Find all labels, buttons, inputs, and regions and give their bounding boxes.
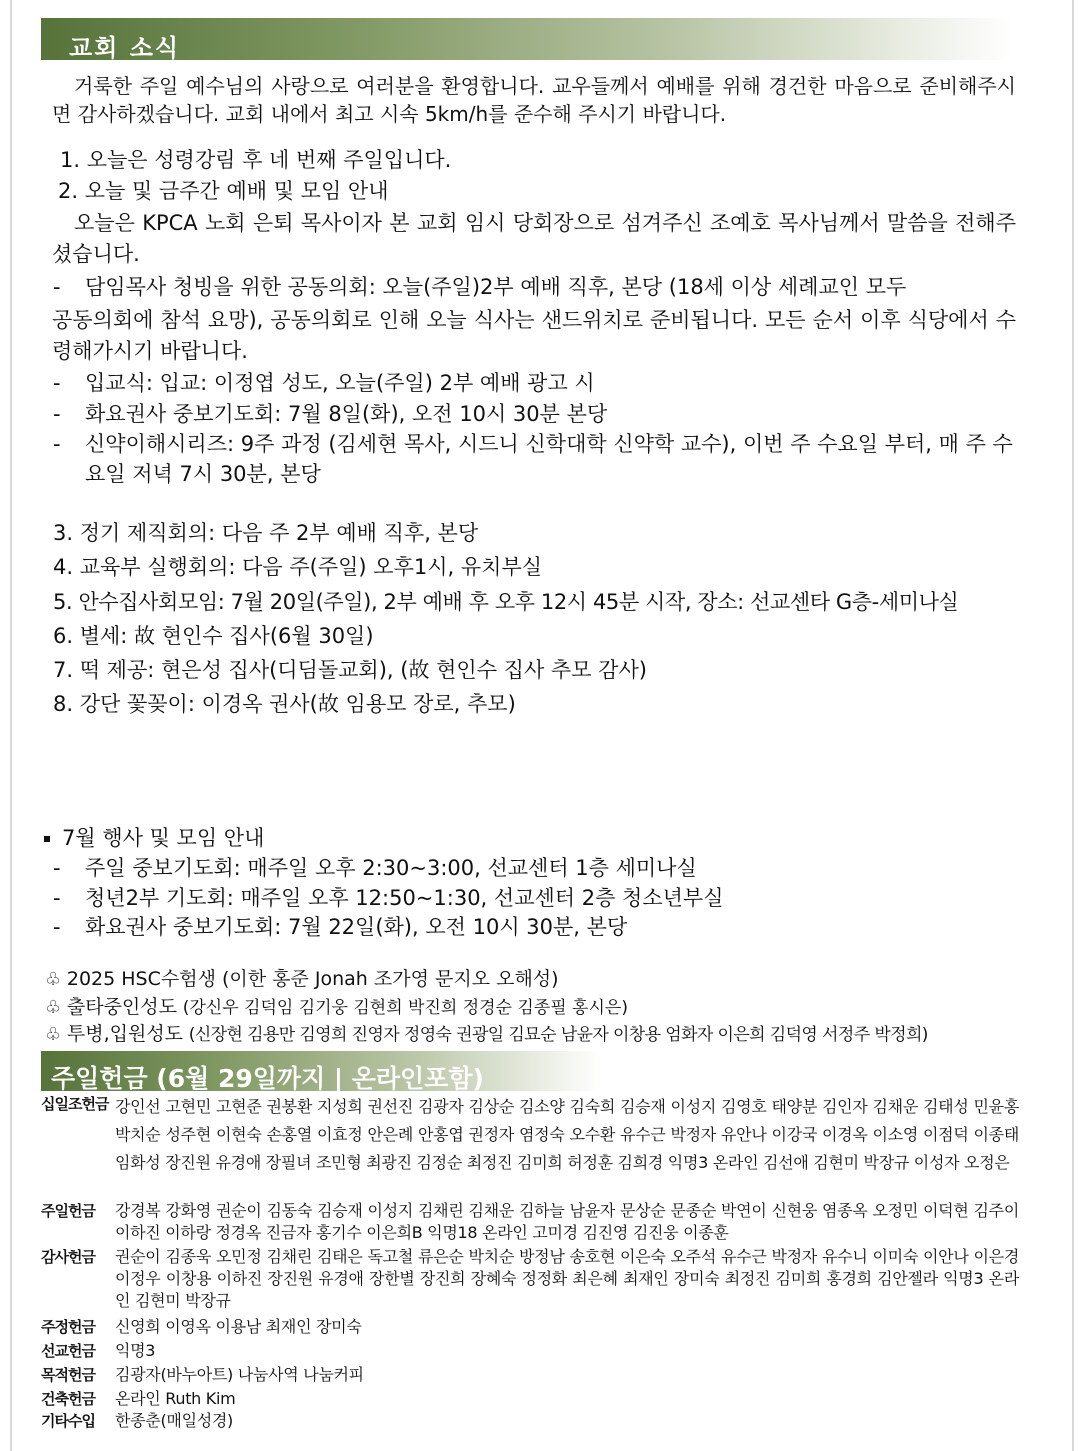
offering-label: 감사헌금 bbox=[41, 1248, 95, 1266]
news-item-2: 2. 오늘 및 금주간 예배 및 모임 안내 bbox=[58, 179, 389, 203]
sub-item-text: 신약이해시리즈: 9주 과정 (김세현 목사, 시드니 신학대학 신약학 교수), 이번 주 수요일 부터, 매 주 수요일 저녁 7시 30분, 본당 bbox=[85, 432, 1013, 486]
offering-names: 강인선 고현민 고현준 권봉환 지성희 권선진 김광자 김상순 김소양 김숙희 김승재 이성지 김영호 태양분 김인자 김채운 김태성 민윤홍 박치순 성주현 이현숙 손홍열 이효정 안은례 안홍엽 권정자 염정숙 오수환 유수근 박정자 유안나 이강국 이경옥 이소영 이점덕 이종태 임화성 장진원 유경애 장필녀 조민형 최광진 김정순 최정진 김미희 허정훈 김희경 익명3 온라인 김선애 김현미 박장규 이성자 오정은 bbox=[115, 1097, 1019, 1172]
clover-icon: ♧ bbox=[45, 1024, 62, 1045]
page-border-left bbox=[10, 0, 12, 1451]
sub-item-tuesday-prayer bbox=[53, 399, 1017, 429]
prayer-sick-names: (신장현 김용만 김영희 진영자 정영숙 권광일 김묘순 남윤자 이창용 엄화자 이은희 김덕영 서정주 박정희) bbox=[188, 1025, 928, 1045]
news-item-2-desc: 오늘은 KPCA 노회 은퇴 목사이자 본 교회 임시 당회장으로 섬겨주신 조예호 목사님께서 말씀을 전해주셨습니다. bbox=[52, 211, 1016, 266]
offering-label: 건축헌금 bbox=[41, 1390, 95, 1408]
sub-item-congregation-meeting bbox=[53, 272, 1017, 302]
news-item-6: 6. 별세: 故 현인수 집사(6월 30일) bbox=[53, 624, 374, 648]
july-event-sunday-prayer bbox=[53, 853, 1017, 883]
prayer-hsc-students bbox=[45, 966, 559, 993]
prayer-travelling-members bbox=[45, 994, 628, 1021]
july-event-tuesday-prayer bbox=[53, 912, 1017, 942]
news-item-8: 8. 강단 꽃꽂이: 이경옥 권사(故 임용모 장로, 추모) bbox=[53, 692, 516, 716]
offering-names: 강경복 강화영 권순이 김동숙 김승재 이성지 김채린 김채운 김하늘 남윤자 문상순 문종순 박연이 신현웅 염종옥 오정민 이덕현 김주이 이하진 이하랑 정경옥 진금자 홍기수 이은희B 익명18 온라인 고미경 김진영 김진웅 이종훈 bbox=[115, 1201, 1019, 1242]
offering-label: 선교헌금 bbox=[41, 1342, 95, 1360]
offering-title: 주일헌금 (6월 29일까지 | 온라인포함) bbox=[51, 1064, 484, 1093]
welcome-intro: 거룩한 주일 예수님의 사랑으로 여러분을 환영합니다. 교우들께서 예배를 위해 경건한 마음으로 준비해주시면 감사하겠습니다. 교회 내에서 최고 시속 5km/h를 준수해 주시기 바랍니다. bbox=[52, 74, 1016, 126]
dash-marker: - bbox=[53, 432, 61, 456]
sub-item-new-testament-series bbox=[53, 429, 1017, 489]
news-item-1: 1. 오늘은 성령강림 후 네 번째 주일입니다. bbox=[60, 148, 452, 172]
offering-header bbox=[41, 1051, 601, 1091]
offering-label: 십일조헌금 bbox=[41, 1095, 109, 1113]
prayer-sick-members bbox=[45, 1021, 928, 1048]
page-border-right bbox=[1072, 0, 1074, 1451]
clover-icon: ♧ bbox=[45, 969, 62, 990]
july-event-text: 화요권사 중보기도회: 7월 22일(화), 오전 10시 30분, 본당 bbox=[85, 915, 628, 939]
dash-marker: - bbox=[53, 856, 61, 880]
church-news-title: 교회 소식 bbox=[69, 34, 181, 62]
july-event-text: 주일 중보기도회: 매주일 오후 2:30~3:00, 선교센터 1층 세미나실 bbox=[85, 856, 697, 880]
offering-names: 신영희 이영옥 이용남 최재인 장미숙 bbox=[115, 1317, 362, 1336]
july-events-title: 7월 행사 및 모임 안내 bbox=[62, 826, 265, 850]
offering-names: 한종춘(매일성경) bbox=[115, 1411, 233, 1430]
july-event-text: 청년2부 기도회: 매주일 오후 12:50~1:30, 선교센터 2층 청소년부실 bbox=[85, 886, 724, 910]
prayer-travel-label: 출타중인성도 bbox=[66, 996, 177, 1018]
square-bullet-icon bbox=[44, 836, 50, 842]
dash-marker: - bbox=[53, 371, 61, 395]
offering-names: 권순이 김종욱 오민정 김채린 김태은 독고철 류은순 박치순 방정남 송호현 이은숙 오주석 유수근 박정자 유수니 이미숙 이안나 이은경 이정우 이창용 이하진 장진원 유경애 장한별 장진희 장혜숙 정정화 최은혜 최재인 장미숙 최정진 김미희 홍경희 김안젤라 익명3 온라인 김현미 박장규 bbox=[115, 1247, 1019, 1310]
sub-item-confirmation bbox=[53, 368, 1017, 398]
prayer-sick-label: 투병,입원성도 bbox=[66, 1023, 184, 1045]
dash-marker: - bbox=[53, 915, 61, 939]
offering-names: 익명3 bbox=[115, 1341, 156, 1360]
offering-label: 주일헌금 bbox=[41, 1202, 95, 1220]
dash-marker: - bbox=[53, 886, 61, 910]
offering-label: 기타수입 bbox=[41, 1412, 95, 1430]
church-news-header bbox=[41, 18, 1013, 60]
july-events-heading bbox=[44, 823, 264, 853]
sub-item-text: 화요권사 중보기도회: 7월 8일(화), 오전 10시 30분 본당 bbox=[85, 402, 608, 426]
news-item-4: 4. 교육부 실행회의: 다음 주(주일) 오후1시, 유치부실 bbox=[53, 555, 543, 579]
news-item-7: 7. 떡 제공: 현은성 집사(디딤돌교회), (故 현인수 집사 추모 감사) bbox=[53, 658, 647, 682]
offering-names: 온라인 Ruth Kim bbox=[115, 1389, 236, 1408]
sub-item-congregation-meeting-cont: 공동의회에 참석 요망), 공동의회로 인해 오늘 식사는 샌드위치로 준비됩니다. 모든 순서 이후 식당에서 수령해가시기 바랍니다. bbox=[52, 308, 1016, 363]
dash-marker: - bbox=[53, 275, 61, 299]
news-item-3: 3. 정기 제직회의: 다음 주 2부 예배 직후, 본당 bbox=[53, 521, 479, 545]
prayer-hsc-text: 2025 HSC수험생 (이한 홍준 Jonah 조가영 문지오 오해성) bbox=[66, 968, 559, 990]
clover-icon: ♧ bbox=[45, 997, 62, 1018]
offering-label: 주정헌금 bbox=[41, 1318, 95, 1336]
sub-item-text: 입교식: 입교: 이정엽 성도, 오늘(주일) 2부 예배 광고 시 bbox=[85, 371, 595, 395]
news-item-5: 5. 안수집사회모임: 7월 20일(주일), 2부 예배 후 오후 12시 45분 시작, 장소: 선교센타 G층-세미나실 bbox=[53, 590, 959, 614]
july-event-youth-prayer bbox=[53, 883, 1017, 913]
offering-label: 목적헌금 bbox=[41, 1366, 95, 1384]
prayer-travel-names: (강신우 김덕임 김기웅 김현희 박진희 정경순 김종필 홍시은) bbox=[182, 998, 628, 1018]
offering-names: 김광자(바누아트) 나눔사역 나눔커피 bbox=[115, 1365, 364, 1384]
sub-item-text: 담임목사 청빙을 위한 공동의회: 오늘(주일)2부 예배 직후, 본당 (18세 이상 세례교인 모두 bbox=[85, 275, 907, 299]
dash-marker: - bbox=[53, 402, 61, 426]
